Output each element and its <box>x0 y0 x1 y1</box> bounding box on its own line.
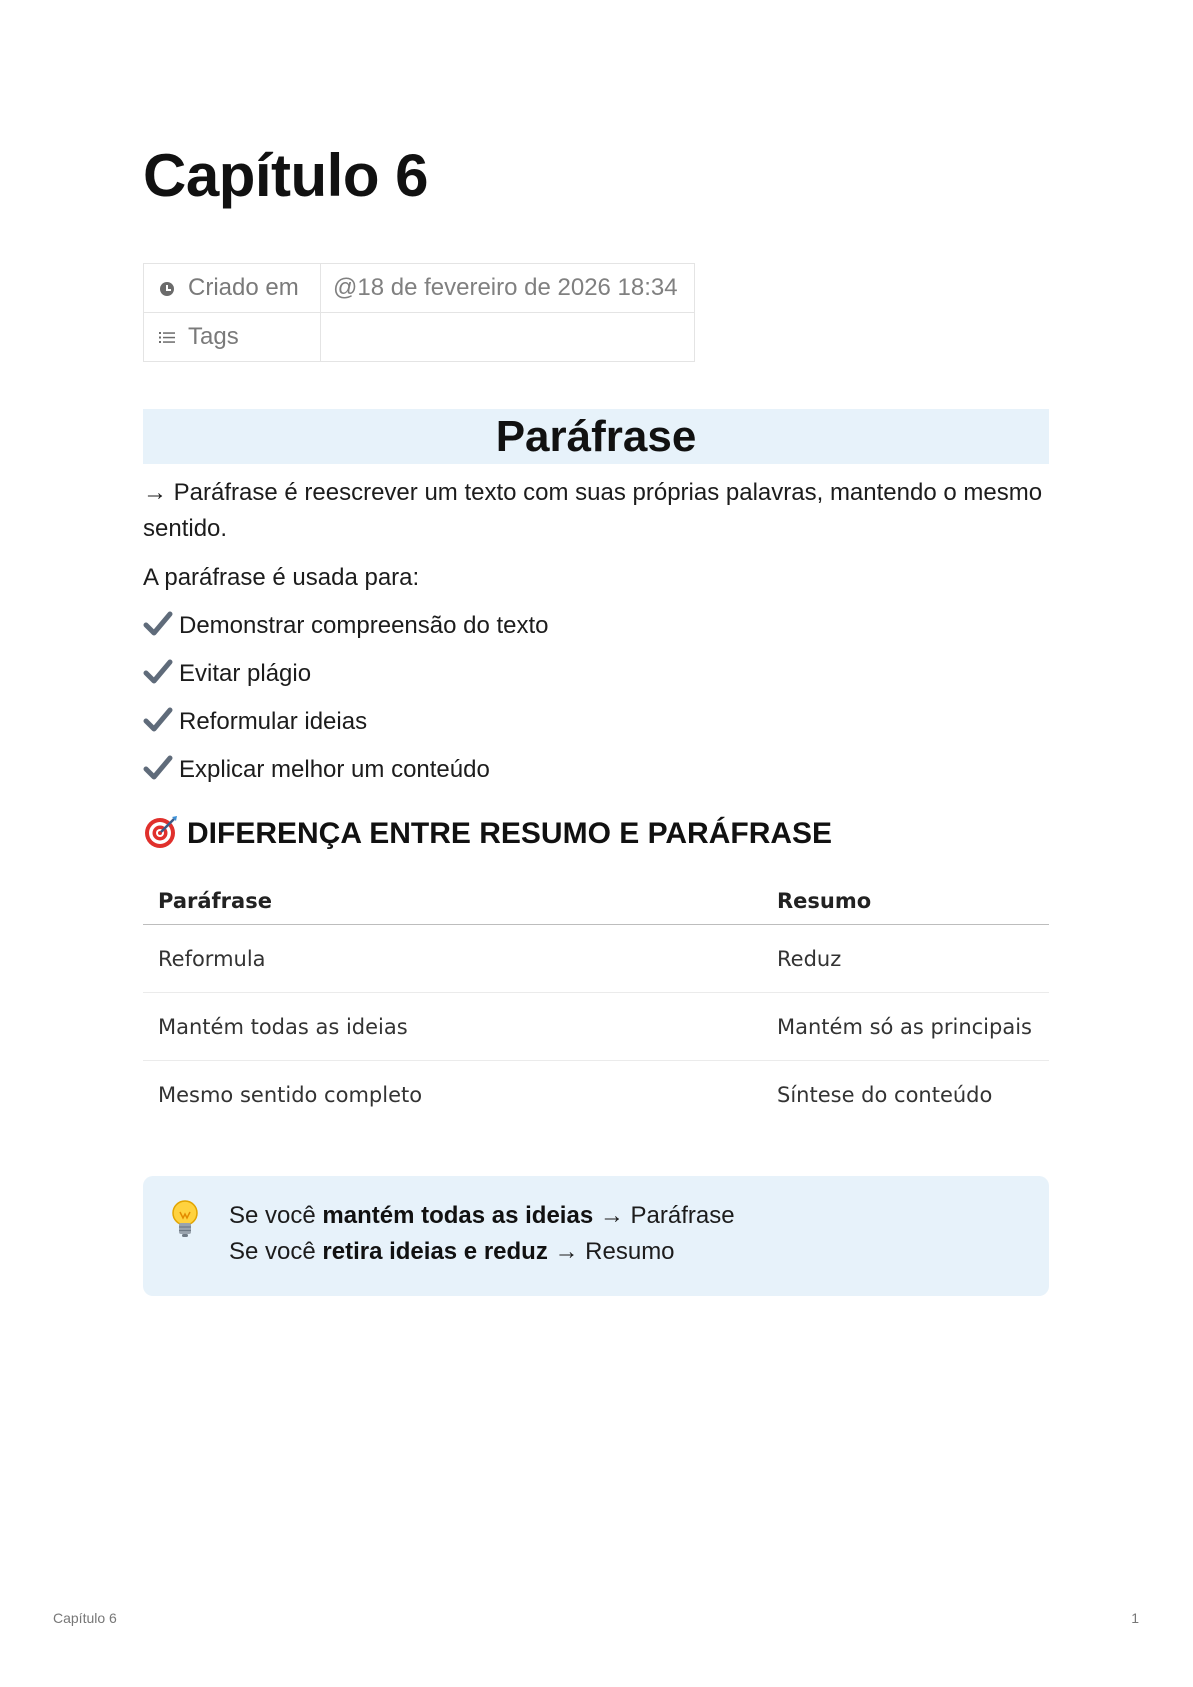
callout-text: Se você <box>229 1202 323 1229</box>
list-item <box>143 752 490 788</box>
callout-text: → Resumo <box>547 1238 675 1265</box>
properties-table <box>143 263 695 362</box>
footer-page-number: 1 <box>1131 1610 1139 1626</box>
property-label: Criado em <box>188 274 299 301</box>
table-cell: Síntese do conteúdo <box>777 1082 993 1107</box>
table-cell: Mesmo sentido completo <box>158 1082 423 1107</box>
table-cell: Reduz <box>777 946 842 971</box>
list-item-label: Demonstrar compreensão do texto <box>179 612 549 639</box>
check-mark-icon <box>143 753 173 783</box>
comparison-table <box>143 877 1049 1128</box>
property-value-created[interactable]: @18 de fevereiro de 2026 18:34 <box>321 264 695 313</box>
list-item <box>143 656 311 692</box>
table-row <box>143 993 1049 1061</box>
check-mark-icon <box>143 705 173 735</box>
list-item <box>143 704 367 740</box>
check-mark-icon <box>143 609 173 639</box>
property-label: Tags <box>188 323 239 350</box>
uses-intro: A paráfrase é usada para: <box>143 564 420 591</box>
lightbulb-icon <box>167 1198 203 1242</box>
callout-line <box>229 1198 735 1234</box>
table-cell: Reformula <box>158 946 266 971</box>
callout-bold-text: mantém todas as ideias <box>322 1202 594 1229</box>
list-icon <box>158 328 176 346</box>
list-item-label: Evitar plágio <box>179 660 312 687</box>
definition-text: → Paráfrase é reescrever um texto com suas próprias palavras, mantendo o mesmo sentido. <box>143 479 1043 542</box>
list-item-label: Reformular ideias <box>179 708 368 735</box>
callout-bold-text: retira ideias e reduz <box>322 1238 548 1265</box>
clock-icon <box>158 279 176 297</box>
table-header-row <box>143 877 1049 925</box>
property-key-cell[interactable] <box>144 264 321 313</box>
page-title: Capítulo 6 <box>143 142 429 209</box>
callout-line <box>229 1234 675 1270</box>
section-heading: Paráfrase <box>143 409 1049 464</box>
property-value-tags[interactable] <box>321 313 695 362</box>
target-icon <box>143 814 179 850</box>
check-mark-icon <box>143 657 173 687</box>
difference-heading <box>143 814 832 854</box>
difference-heading-text: DIFERENÇA ENTRE RESUMO E PARÁFRASE <box>187 817 833 850</box>
table-row <box>143 925 1049 993</box>
property-row-created <box>144 264 695 313</box>
column-header: Resumo <box>777 888 872 913</box>
callout-text: → Paráfrase <box>593 1202 735 1229</box>
property-row-tags <box>144 313 695 362</box>
list-item <box>143 608 549 644</box>
property-key-cell[interactable] <box>144 313 321 362</box>
table-cell: Mantém só as principais <box>777 1014 1032 1039</box>
table-cell: Mantém todas as ideias <box>158 1014 408 1039</box>
table-row <box>143 1061 1049 1128</box>
callout-box <box>143 1176 1049 1296</box>
footer-title: Capítulo 6 <box>53 1610 117 1626</box>
column-header: Paráfrase <box>158 888 272 913</box>
callout-text: Se você <box>229 1238 323 1265</box>
list-item-label: Explicar melhor um conteúdo <box>179 756 490 783</box>
